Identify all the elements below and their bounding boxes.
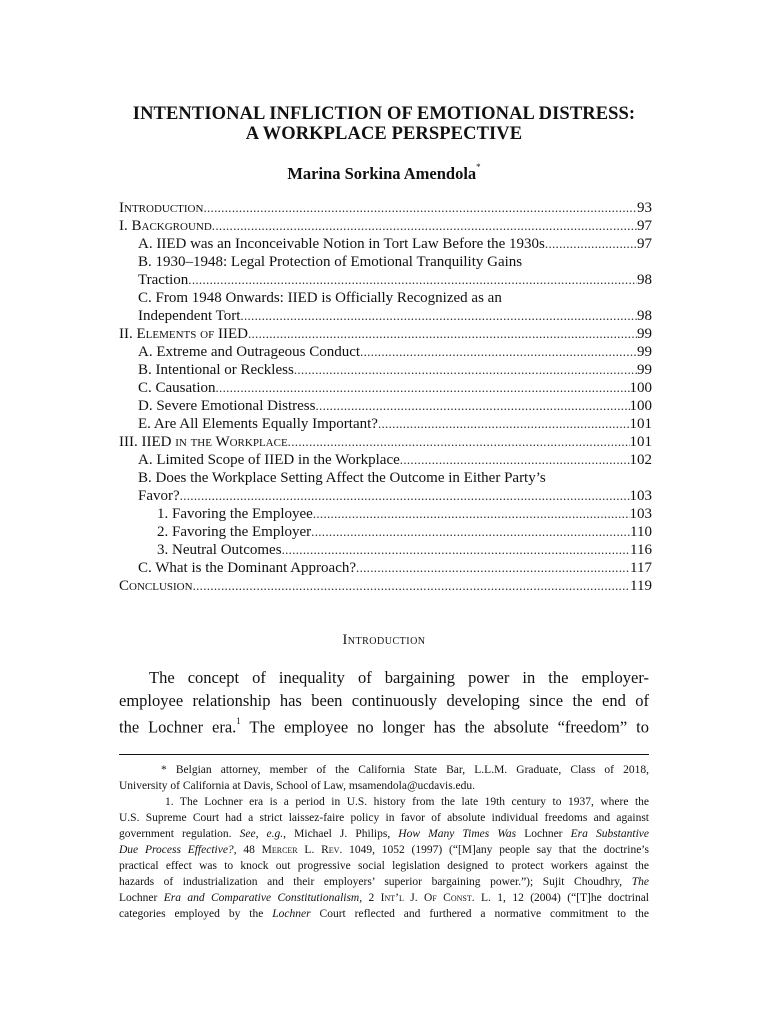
toc-entry-workplace-c[interactable] bbox=[119, 559, 652, 577]
toc-entry-elements-e[interactable] bbox=[119, 415, 652, 433]
toc-leader bbox=[180, 487, 630, 505]
toc-page-number: 101 bbox=[629, 434, 652, 450]
toc-entry-elements-d[interactable] bbox=[119, 397, 652, 415]
fn-seg: categories employed by the bbox=[119, 908, 273, 920]
toc-leader bbox=[216, 379, 630, 397]
footnote-star-line: * Belgian attorney, member of the California State Bar, L.L.M. Graduate, Class of 2018, bbox=[161, 764, 649, 776]
toc-label: 3. Neutral Outcomes bbox=[157, 542, 282, 558]
toc-leader bbox=[282, 541, 630, 559]
toc-leader bbox=[294, 361, 637, 379]
fn-seg: How Many Times Was bbox=[398, 828, 517, 840]
toc-page-number: 100 bbox=[629, 398, 652, 414]
fn-seg: Lochner bbox=[119, 892, 164, 904]
toc-label-text: Background bbox=[131, 218, 212, 234]
section-heading-introduction: Introduction bbox=[342, 632, 426, 648]
toc-page-number: 110 bbox=[630, 524, 652, 540]
fn-seg: 1, 12 (2004) (“[T]he doctrinal bbox=[490, 892, 650, 904]
toc-label-prefix: II. bbox=[119, 326, 137, 342]
toc-entry-background-a[interactable] bbox=[119, 235, 652, 253]
toc-label bbox=[119, 433, 288, 451]
toc-label: A. IIED was an Inconceivable Notion in Tort Law Before the 1930s bbox=[138, 236, 545, 252]
toc-label: C. Causation bbox=[138, 380, 216, 396]
fn-seg: Due Process Effective? bbox=[119, 844, 234, 856]
toc-label: Introduction bbox=[119, 200, 204, 216]
toc-label: Traction bbox=[138, 272, 189, 288]
fn-seg: hazards of industrialization and their employers’ superior bargaining power.”); Sujit Choudhry, bbox=[119, 876, 632, 888]
toc-page-number: 99 bbox=[637, 344, 652, 360]
fn-seg: Int’l J. Of Const. L. bbox=[380, 892, 491, 904]
toc-page-number: 117 bbox=[630, 560, 652, 576]
article-title-line-1: INTENTIONAL INFLICTION OF EMOTIONAL DISTRESS: bbox=[132, 104, 636, 124]
toc-page-number: 97 bbox=[637, 218, 652, 234]
toc-leader bbox=[378, 415, 630, 433]
toc-leader bbox=[288, 433, 630, 451]
toc-label: Independent Tort bbox=[138, 308, 241, 324]
footnote-1-line bbox=[119, 826, 649, 842]
toc-page-number: 98 bbox=[637, 308, 652, 324]
toc-page-number: 99 bbox=[637, 326, 652, 342]
footnote-1-line: U.S. Supreme Court had a strict laissez-faire policy in favor of absolute individual freedoms and against bbox=[119, 812, 649, 824]
toc-leader bbox=[311, 523, 630, 541]
toc-label: C. What is the Dominant Approach? bbox=[138, 560, 357, 576]
toc-entry-background[interactable] bbox=[119, 217, 652, 235]
toc-entry-elements-a[interactable] bbox=[119, 343, 652, 361]
toc-label: B. Intentional or Reckless bbox=[138, 362, 294, 378]
body-paragraph bbox=[119, 666, 649, 735]
body-text-segment: the Lochner era. bbox=[119, 717, 237, 737]
fn-seg: See, e.g. bbox=[239, 828, 284, 840]
toc-page-number: 93 bbox=[637, 200, 652, 216]
toc-entry-elements-b[interactable] bbox=[119, 361, 652, 379]
toc-page-number: 119 bbox=[630, 578, 652, 594]
fn-seg: Court reflected and furthered a normative commitment to the bbox=[310, 908, 649, 920]
body-line: The concept of inequality of bargaining power in the employer- bbox=[149, 668, 649, 687]
fn-seg: Era and Comparative Constitutionalism, bbox=[163, 892, 363, 904]
toc-label-suffix: IIED bbox=[214, 326, 248, 342]
footnote-reference[interactable]: 1 bbox=[236, 716, 241, 726]
toc-entry-introduction[interactable] bbox=[119, 199, 652, 217]
fn-seg: Lochner bbox=[272, 908, 311, 920]
footnote-1-line: practical effect was to knock out progressive social legislation designed to protect workers against the bbox=[119, 860, 649, 872]
footnote-star-line: University of California at Davis, School of Law, msamendola@ucdavis.edu. bbox=[119, 780, 476, 792]
toc-entry-background-b-line-1[interactable]: B. 1930–1948: Legal Protection of Emotional Tranquility Gains bbox=[138, 254, 523, 270]
toc-entry-background-c-line-2[interactable] bbox=[119, 307, 652, 325]
toc-leader bbox=[248, 325, 637, 343]
toc-label-prefix: III. IIED bbox=[119, 434, 176, 450]
toc-leader bbox=[360, 343, 637, 361]
toc-entry-background-b-line-2[interactable] bbox=[119, 271, 652, 289]
footnote-1-line bbox=[119, 906, 649, 922]
body-line: employee relationship has been continuously developing since the end of bbox=[119, 691, 649, 710]
fn-seg: government regulation. bbox=[119, 828, 240, 840]
toc-leader bbox=[545, 235, 637, 253]
toc-label: Favor? bbox=[138, 488, 180, 504]
toc-entry-workplace-a[interactable] bbox=[119, 451, 652, 469]
author-name-text: Marina Sorkina Amendola bbox=[287, 164, 477, 183]
toc-label-text: Elements of bbox=[136, 326, 215, 342]
author-name bbox=[0, 161, 768, 184]
toc-label: A. Limited Scope of IIED in the Workplace bbox=[138, 452, 400, 468]
footnote-separator bbox=[119, 754, 649, 755]
fn-seg: The bbox=[631, 876, 649, 888]
footnote-1-line bbox=[119, 874, 649, 890]
toc-leader bbox=[240, 307, 637, 325]
toc-page-number: 98 bbox=[637, 272, 652, 288]
toc-leader bbox=[356, 559, 630, 577]
fn-seg: 2 bbox=[362, 892, 381, 904]
toc-page-number: 101 bbox=[629, 416, 652, 432]
toc-entry-workplace-b-1[interactable] bbox=[119, 505, 652, 523]
toc-entry-conclusion[interactable] bbox=[119, 577, 652, 595]
toc-label: E. Are All Elements Equally Important? bbox=[138, 416, 378, 432]
toc-entry-workplace-b-3[interactable] bbox=[119, 541, 652, 559]
toc-label: 2. Favoring the Employer bbox=[157, 524, 312, 540]
toc-page-number: 103 bbox=[629, 506, 652, 522]
toc-page-number: 116 bbox=[630, 542, 652, 558]
toc-page-number: 99 bbox=[637, 362, 652, 378]
table-of-contents bbox=[119, 199, 652, 595]
toc-label: 1. Favoring the Employee bbox=[157, 506, 313, 522]
toc-entry-elements[interactable] bbox=[119, 325, 652, 343]
toc-label bbox=[119, 217, 212, 235]
toc-page-number: 103 bbox=[629, 488, 652, 504]
toc-page-number: 97 bbox=[637, 236, 652, 252]
toc-leader bbox=[188, 271, 637, 289]
footnote-1-line: 1. The Lochner era is a period in U.S. history from the late 19th century to 1937, where the bbox=[165, 796, 649, 808]
fn-seg: , 48 bbox=[233, 844, 262, 856]
toc-page-number: 102 bbox=[629, 452, 652, 468]
toc-label-prefix: I. bbox=[119, 218, 132, 234]
toc-label: Conclusion bbox=[119, 578, 193, 594]
article-title-line-2: A WORKPLACE PERSPECTIVE bbox=[245, 124, 523, 144]
toc-entry-workplace-b-line-1[interactable]: B. Does the Workplace Setting Affect the Outcome in Either Party’s bbox=[138, 470, 546, 486]
toc-entry-elements-c[interactable] bbox=[119, 379, 652, 397]
fn-seg: Mercer L. Rev. bbox=[261, 844, 343, 856]
toc-label-text: in the Workplace bbox=[175, 434, 288, 450]
toc-entry-workplace-b-line-2[interactable] bbox=[119, 487, 652, 505]
toc-leader bbox=[313, 505, 630, 523]
footnotes bbox=[119, 762, 649, 922]
toc-entry-workplace[interactable] bbox=[119, 433, 652, 451]
toc-leader bbox=[315, 397, 629, 415]
toc-entry-workplace-b-2[interactable] bbox=[119, 523, 652, 541]
body-text-segment: The employee no longer has the absolute “freedom” to bbox=[240, 717, 649, 737]
toc-leader bbox=[193, 577, 630, 595]
footnote-1-line bbox=[119, 890, 649, 906]
toc-label: D. Severe Emotional Distress bbox=[138, 398, 316, 414]
author-footnote-mark: * bbox=[476, 161, 481, 172]
toc-label: A. Extreme and Outrageous Conduct bbox=[138, 344, 361, 360]
fn-seg: 1049, 1052 (1997) (“[M]any people say that the doctrine’s bbox=[342, 844, 649, 856]
fn-seg: Era Substantive bbox=[570, 828, 649, 840]
toc-leader bbox=[203, 199, 637, 217]
toc-label bbox=[119, 325, 248, 343]
footnote-1-line bbox=[119, 842, 649, 858]
toc-leader bbox=[400, 451, 630, 469]
body-line bbox=[119, 712, 649, 735]
toc-entry-background-c-line-1[interactable]: C. From 1948 Onwards: IIED is Officially Recognized as an bbox=[138, 290, 502, 306]
toc-page-number: 100 bbox=[629, 380, 652, 396]
fn-seg: , Michael J. Philips, bbox=[283, 828, 399, 840]
toc-leader bbox=[212, 217, 637, 235]
fn-seg: Lochner bbox=[516, 828, 571, 840]
